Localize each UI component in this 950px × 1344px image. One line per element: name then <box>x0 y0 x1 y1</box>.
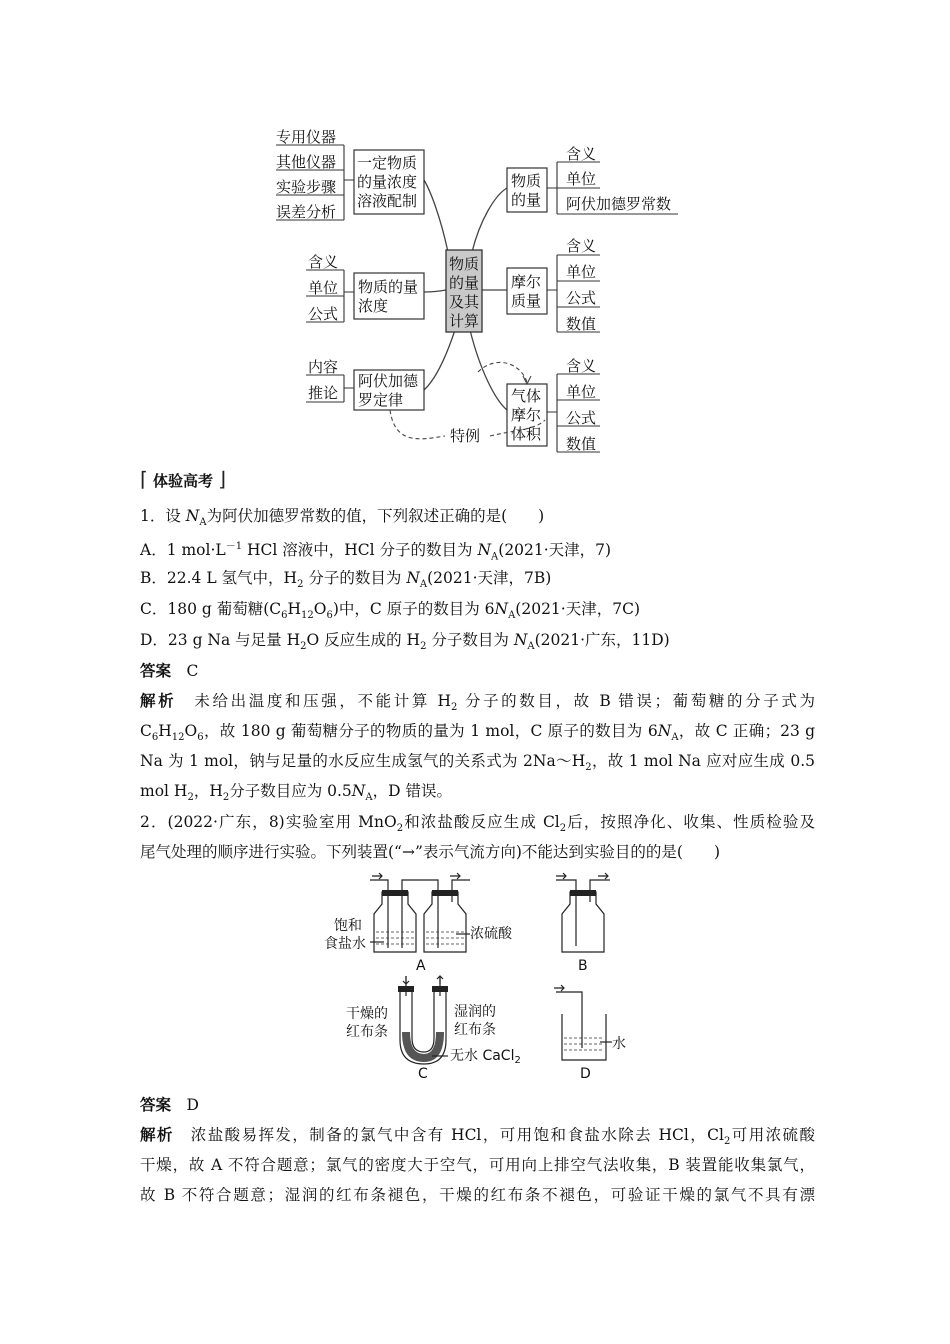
q1-stem-na: N <box>185 507 200 525</box>
q2-answer-label: 答案 <box>140 1096 172 1114</box>
q1-analysis-line-2: $C_6H_{12}O_6$，故 180 g 葡萄糖分子的物质的量为 1 mol，C 原子的数目为 $6N_A$，故 C 正确；23 g <box>140 722 815 744</box>
q1-analysis-label: 解析 <box>140 692 177 710</box>
mind-map <box>0 0 950 470</box>
label-brine: 食盐水 <box>324 936 366 952</box>
q1-stem-pre: 1．设 <box>140 507 186 525</box>
q1-an3a: Na 为 1 mol，钠与足量的水反应生成氢气的关系式为 2Na～H <box>140 752 586 770</box>
node-solution-prep-2: 的量浓度 <box>357 173 418 191</box>
q1-an2c: ，故 C 正确；23 g <box>678 722 815 740</box>
arrow-b-out <box>598 873 608 879</box>
label-b: B <box>578 958 588 974</box>
q1-answer-value: C <box>186 662 199 680</box>
section-title: 体验高考 <box>153 472 214 490</box>
label-cacl2: 无水 CaCl$_2$ <box>450 1048 521 1066</box>
q1-opt-d-post: 分子数目为 <box>426 631 514 649</box>
q1-opt-c-tail: (2021·天津，7C) <box>515 600 640 618</box>
label-dry-cloth-2: 红布条 <box>346 1024 388 1040</box>
node-avogadro-law-2: 罗定律 <box>358 391 404 409</box>
q1-option-a <box>140 536 815 568</box>
node-amount-1: 物质 <box>511 172 542 190</box>
label-a: A <box>416 958 426 974</box>
q1-opt-c-h: H <box>287 600 302 618</box>
q2-an1a: 浓盐酸易挥发，制备的氯气中含有 HCl，可用饱和食盐水除去 HCl，Cl <box>190 1126 724 1144</box>
q1-analysis-line-3: Na 为 1 mol，钠与足量的水反应生成氢气的关系式为 $2Na\sim H_2$，故 1 mol Na 应对应生成 0.5 <box>140 752 815 774</box>
q2-l1a: 2．(2022·广东，8)实验室用 MnO <box>140 813 397 831</box>
q2-answer <box>140 1094 815 1116</box>
apparatus-c <box>346 976 521 1082</box>
leaf-mv-meaning: 含义 <box>566 357 597 375</box>
node-concentration-1: 物质的量 <box>358 278 419 296</box>
heading-bracket-left: ⌈ <box>140 467 148 491</box>
leaf-law-inference: 推论 <box>308 384 339 402</box>
q2-an2: 干燥，故 A 不符合题意；氯气的密度大于空气，可用向上排空气法收集，B 装置能收集氯气， <box>140 1156 815 1174</box>
label-c: C <box>418 1066 428 1082</box>
tubes-b <box>556 880 610 946</box>
q1-answer-label: 答案 <box>140 662 172 680</box>
leaf-exp-steps: 实验步骤 <box>276 178 337 196</box>
leaf-special-instruments: 专用仪器 <box>276 128 337 146</box>
node-molar-volume-3: 体积 <box>511 425 542 443</box>
label-dry-cloth-1: 干燥的 <box>346 1006 388 1022</box>
q2-analysis-label: 解析 <box>140 1126 174 1144</box>
leaf-conc-meaning: 含义 <box>308 253 339 271</box>
q2-stem-line-1: 2．(2022·广东，8)实验室用 MnO$_2$和浓盐酸反应生成 $Cl_2$后，按照净化、收集、性质检验及 <box>140 813 815 835</box>
q1-opt-b-sub: 2 <box>297 579 304 591</box>
q1-opt-a: A．1 mol·L <box>140 541 226 560</box>
node-amount-2: 的量 <box>511 191 542 209</box>
q1-opt-c-post: )中，C 原子的数目为 6 <box>332 600 495 618</box>
leaf-mm-unit: 单位 <box>566 263 597 281</box>
tube-d <box>556 992 582 1048</box>
heading-bracket-right: ⌋ <box>218 467 227 491</box>
label-conc-h2so4: 浓硫酸 <box>470 926 512 942</box>
q2-analysis-line-2 <box>140 1154 815 1176</box>
bottle-a1 <box>374 892 416 952</box>
q1-opt-d-na-sub: A <box>527 641 535 653</box>
branch-right-bot <box>470 330 507 410</box>
q1-opt-b-na-sub: A <box>419 579 428 591</box>
q1-an4d: ，D 错误。 <box>372 782 452 800</box>
leaf-amount-meaning: 含义 <box>566 145 597 163</box>
beaker-d <box>562 1014 606 1060</box>
arrow-a-in <box>372 873 382 879</box>
q1-an4b: ，H <box>193 782 223 800</box>
q1-option-b <box>140 567 815 596</box>
q1-opt-a-tail: (2021·天津，7) <box>498 541 612 560</box>
leaf-mm-meaning: 含义 <box>566 237 597 255</box>
q1-an4-na: N <box>351 782 366 800</box>
stopper-a2 <box>432 890 458 896</box>
q1-opt-d-sub: 2 <box>300 641 307 653</box>
q1-opt-c-na: N <box>494 600 509 618</box>
arrow-d-in <box>554 985 564 991</box>
q1-an3b: ，故 1 mol Na 应对应生成 0.5 <box>591 752 815 770</box>
q1-opt-d-tail: (2021·广东，11D) <box>534 631 670 649</box>
label-water: 水 <box>612 1036 626 1052</box>
q2-an1b: 可用浓硫酸 <box>730 1126 815 1144</box>
special-case-arc <box>478 362 527 382</box>
node-concentration-2: 浓度 <box>358 297 389 315</box>
center-line-2: 的量 <box>449 274 480 292</box>
q1-opt-a-post: HCl 溶液中，HCl 分子的数目为 <box>242 541 478 560</box>
q1-an4c: 分子数目应为 0.5 <box>229 782 352 800</box>
stopper-a1 <box>382 890 408 896</box>
branch-left-mid <box>424 290 446 292</box>
center-line-1: 物质 <box>449 255 480 273</box>
center-line-3: 及其 <box>449 293 480 311</box>
leaf-avogadro-constant: 阿伏加德罗常数 <box>566 195 672 213</box>
q1-opt-d-na: N <box>513 631 528 649</box>
q1-option-d <box>140 629 815 658</box>
q2-l1b: 和浓盐酸反应生成 Cl <box>403 813 560 831</box>
node-avogadro-law-1: 阿伏加德 <box>358 372 419 390</box>
leaf-mm-formula: 公式 <box>566 289 597 307</box>
apparatus-figure <box>320 872 640 1087</box>
q1-opt-b-tail: (2021·天津，7B) <box>427 569 552 587</box>
q1-opt-c-s2: 12 <box>301 610 314 622</box>
bottle-a2 <box>424 892 466 952</box>
special-case-arrowhead <box>523 376 531 384</box>
stopper-b <box>570 890 596 896</box>
section-heading <box>140 467 226 491</box>
q1-stem-post: 为阿伏加德罗常数的值，下列叙述正确的是( ) <box>206 507 545 525</box>
arrow-c-out <box>437 976 443 984</box>
center-line-4: 计算 <box>449 312 480 330</box>
q1-stem-na-sub: A <box>199 517 207 529</box>
q1-opt-c-na-sub: A <box>508 610 516 622</box>
q1-opt-c-o: O <box>313 600 327 618</box>
cacl2-packing <box>402 1032 444 1062</box>
leaf-mv-unit: 单位 <box>566 383 597 401</box>
leaf-conc-unit: 单位 <box>308 279 339 297</box>
q1-an1a: 未给出温度和压强，不能计算 H <box>194 692 452 710</box>
q1-an2-na-sub: A <box>671 732 679 744</box>
q1-an2-na: N <box>657 722 672 740</box>
special-case-label: 特例 <box>450 427 481 445</box>
q1-opt-b-na: N <box>406 569 420 587</box>
branch-left-bot <box>424 330 455 390</box>
arrow-b-in <box>556 873 566 879</box>
apparatus-b <box>556 873 610 974</box>
q1-opt-d: D．23 g Na 与足量 H <box>140 631 301 649</box>
q1-opt-c: C．180 g 葡萄糖(C <box>140 600 282 618</box>
leaf-law-content: 内容 <box>308 358 339 376</box>
q1-an2b: ，故 180 g 葡萄糖分子的物质的量为 1 mol，C 原子的数目为 6 <box>203 722 658 740</box>
label-wet-cloth-2: 红布条 <box>454 1022 496 1038</box>
special-case-link <box>390 410 445 439</box>
q1-opt-a-na: N <box>477 541 492 560</box>
node-molar-volume-2: 摩尔 <box>511 406 542 424</box>
apparatus-d <box>554 985 626 1082</box>
leaf-conc-formula: 公式 <box>308 305 339 323</box>
branch-right-top <box>472 188 507 252</box>
q1-opt-d-sub2: 2 <box>420 641 427 653</box>
q2-analysis-line-1: 解析 浓盐酸易挥发，制备的氯气中含有 HCl，可用饱和食盐水除去 HCl，$Cl_2$可用浓硫酸 <box>140 1126 815 1148</box>
q2-analysis-line-3 <box>140 1184 815 1206</box>
q1-analysis-line-4: mol $H_2$，$H_2$分子数目应为 $0.5N_A$，D 错误。 <box>140 782 452 804</box>
q1-option-c <box>140 598 815 627</box>
node-solution-prep-3: 溶液配制 <box>357 192 418 210</box>
node-molar-volume-1: 气体 <box>511 387 542 405</box>
node-molar-mass-1: 摩尔 <box>511 273 542 291</box>
leaf-other-instruments: 其他仪器 <box>276 153 337 171</box>
q1-answer <box>140 660 815 682</box>
q1-analysis-line-1: 解析 未给出温度和压强，不能计算 $H_2$ 分子的数目，故 B 错误；葡萄糖的分子式为 <box>140 692 815 714</box>
q2-an3: 故 B 不符合题意；湿润的红布条褪色，干燥的红布条不褪色，可验证干燥的氯气不具有漂 <box>140 1186 815 1204</box>
node-solution-prep-1: 一定物质 <box>357 154 418 172</box>
q1-opt-d-mid: O 反应生成的 H <box>306 631 421 649</box>
q2-stem-line-2 <box>140 841 815 863</box>
arrow-c-in <box>403 976 409 984</box>
leaf-mv-formula: 公式 <box>566 409 597 427</box>
q2-answer-value: D <box>186 1096 199 1114</box>
q1-an4a: mol H <box>140 782 188 800</box>
q2-l2: 尾气处理的顺序进行实验。下列装置(“→”表示气流方向)不能达到实验目的的是( ) <box>140 843 721 861</box>
q1-stem <box>140 505 815 534</box>
leaf-mm-value: 数值 <box>566 315 597 333</box>
leaf-amount-unit: 单位 <box>566 170 597 188</box>
q1-opt-c-s1: 6 <box>281 610 288 622</box>
q1-opt-b-post: 分子的数目为 <box>303 569 407 587</box>
leaf-error-analysis: 误差分析 <box>276 203 337 221</box>
label-d: D <box>580 1066 591 1082</box>
branch-left-top <box>424 180 448 252</box>
q1-opt-a-sup: －1 <box>225 541 243 552</box>
bottle-b <box>562 892 604 952</box>
arrow-a-out <box>450 873 460 879</box>
q2-l1c: 后，按照净化、收集、性质检验及 <box>566 813 815 831</box>
q1-an2a: C <box>140 722 152 740</box>
apparatus-a <box>324 873 513 974</box>
q1-an4-na-sub: A <box>365 792 373 804</box>
q1-opt-c-s3: 6 <box>326 610 333 622</box>
water-d <box>564 1038 604 1050</box>
q1-an1b: 分子的数目，故 B 错误；葡萄糖的分子式为 <box>457 692 815 710</box>
q1-opt-b: B．22.4 L 氢气中，H <box>140 569 298 587</box>
q1-opt-a-na-sub: A <box>491 551 499 563</box>
leaf-mv-value: 数值 <box>566 435 597 453</box>
node-molar-mass-2: 质量 <box>511 292 542 310</box>
label-saturated: 饱和 <box>334 918 362 934</box>
label-wet-cloth-1: 湿润的 <box>454 1004 496 1020</box>
